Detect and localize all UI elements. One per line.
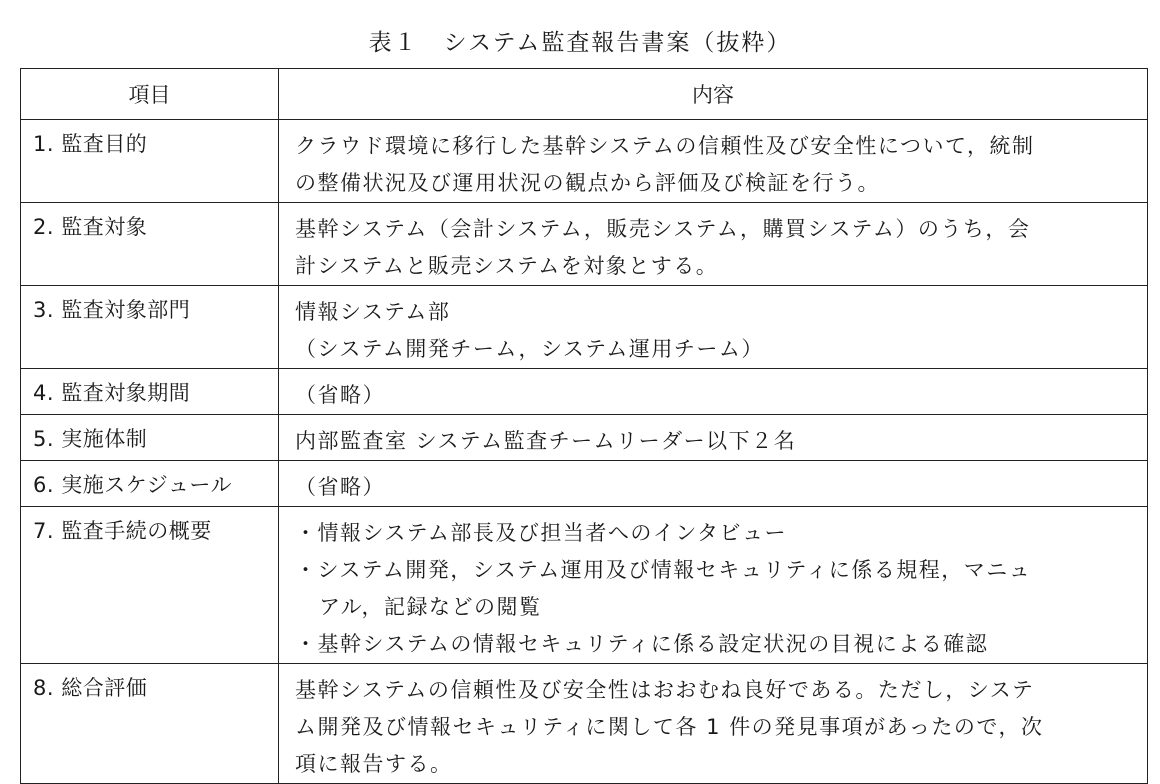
row-content — [279, 507, 1148, 664]
table-row — [21, 415, 1148, 461]
content-line: 内部監査室 システム監査チームリーダー以下２名 — [295, 429, 797, 453]
row-content — [279, 461, 1148, 507]
content-line: 計システムと販売システムを対象とする。 — [295, 254, 719, 278]
content-line: の整備状況及び運用状況の観点から評価及び検証を行う。 — [295, 171, 880, 195]
bullet-line: ・基幹システムの情報セキュリティに係る設定状況の目視による確認 — [295, 632, 989, 656]
content-line: （システム開発チーム，システム運用チーム） — [295, 337, 764, 361]
table-row — [21, 461, 1148, 507]
row-content — [279, 664, 1148, 784]
row-content — [279, 369, 1148, 415]
content-line: 項に報告する。 — [295, 752, 453, 776]
row-item: 8. 総合評価 — [21, 664, 279, 784]
bullet-continuation-line: アル，記録などの閲覧 — [319, 595, 542, 619]
audit-report-table — [20, 68, 1148, 784]
table-row — [21, 286, 1148, 369]
header-content: 内容 — [279, 69, 1148, 120]
table-row — [21, 120, 1148, 203]
row-item: 3. 監査対象部門 — [21, 286, 279, 369]
bullet-line: ・情報システム部長及び担当者へのインタビュー — [295, 521, 788, 545]
row-item: 2. 監査対象 — [21, 203, 279, 286]
row-item: 4. 監査対象期間 — [21, 369, 279, 415]
content-line: クラウド環境に移行した基幹システムの信頼性及び安全性について，統制 — [295, 134, 1035, 158]
content-line: （省略） — [295, 475, 385, 499]
row-item: 7. 監査手続の概要 — [21, 507, 279, 664]
table-caption: 表１ システム監査報告書案（抜粋） — [368, 30, 792, 56]
row-content — [279, 286, 1148, 369]
row-item: 5. 実施体制 — [21, 415, 279, 461]
content-line: 基幹システム（会計システム，販売システム，購買システム）のうち，会 — [295, 217, 1031, 241]
content-line: 基幹システムの信頼性及び安全性はおおむね良好である。ただし，システ — [295, 678, 1035, 702]
header-item: 項目 — [21, 69, 279, 120]
content-line: 情報システム部 — [295, 300, 451, 324]
row-item: 6. 実施スケジュール — [21, 461, 279, 507]
content-line: ム開発及び情報セキュリティに関して各 1 件の発見事項があったので，次 — [295, 715, 1044, 739]
row-content — [279, 415, 1148, 461]
row-content — [279, 203, 1148, 286]
table-row — [21, 507, 1148, 664]
bullet-line: ・システム開発，システム運用及び情報セキュリティに係る規程，マニュ — [295, 558, 1032, 582]
row-content — [279, 120, 1148, 203]
row-item: 1. 監査目的 — [21, 120, 279, 203]
header-row — [21, 69, 1148, 120]
table-row — [21, 369, 1148, 415]
table-row — [21, 664, 1148, 784]
content-line: （省略） — [295, 383, 385, 407]
table-row — [21, 203, 1148, 286]
